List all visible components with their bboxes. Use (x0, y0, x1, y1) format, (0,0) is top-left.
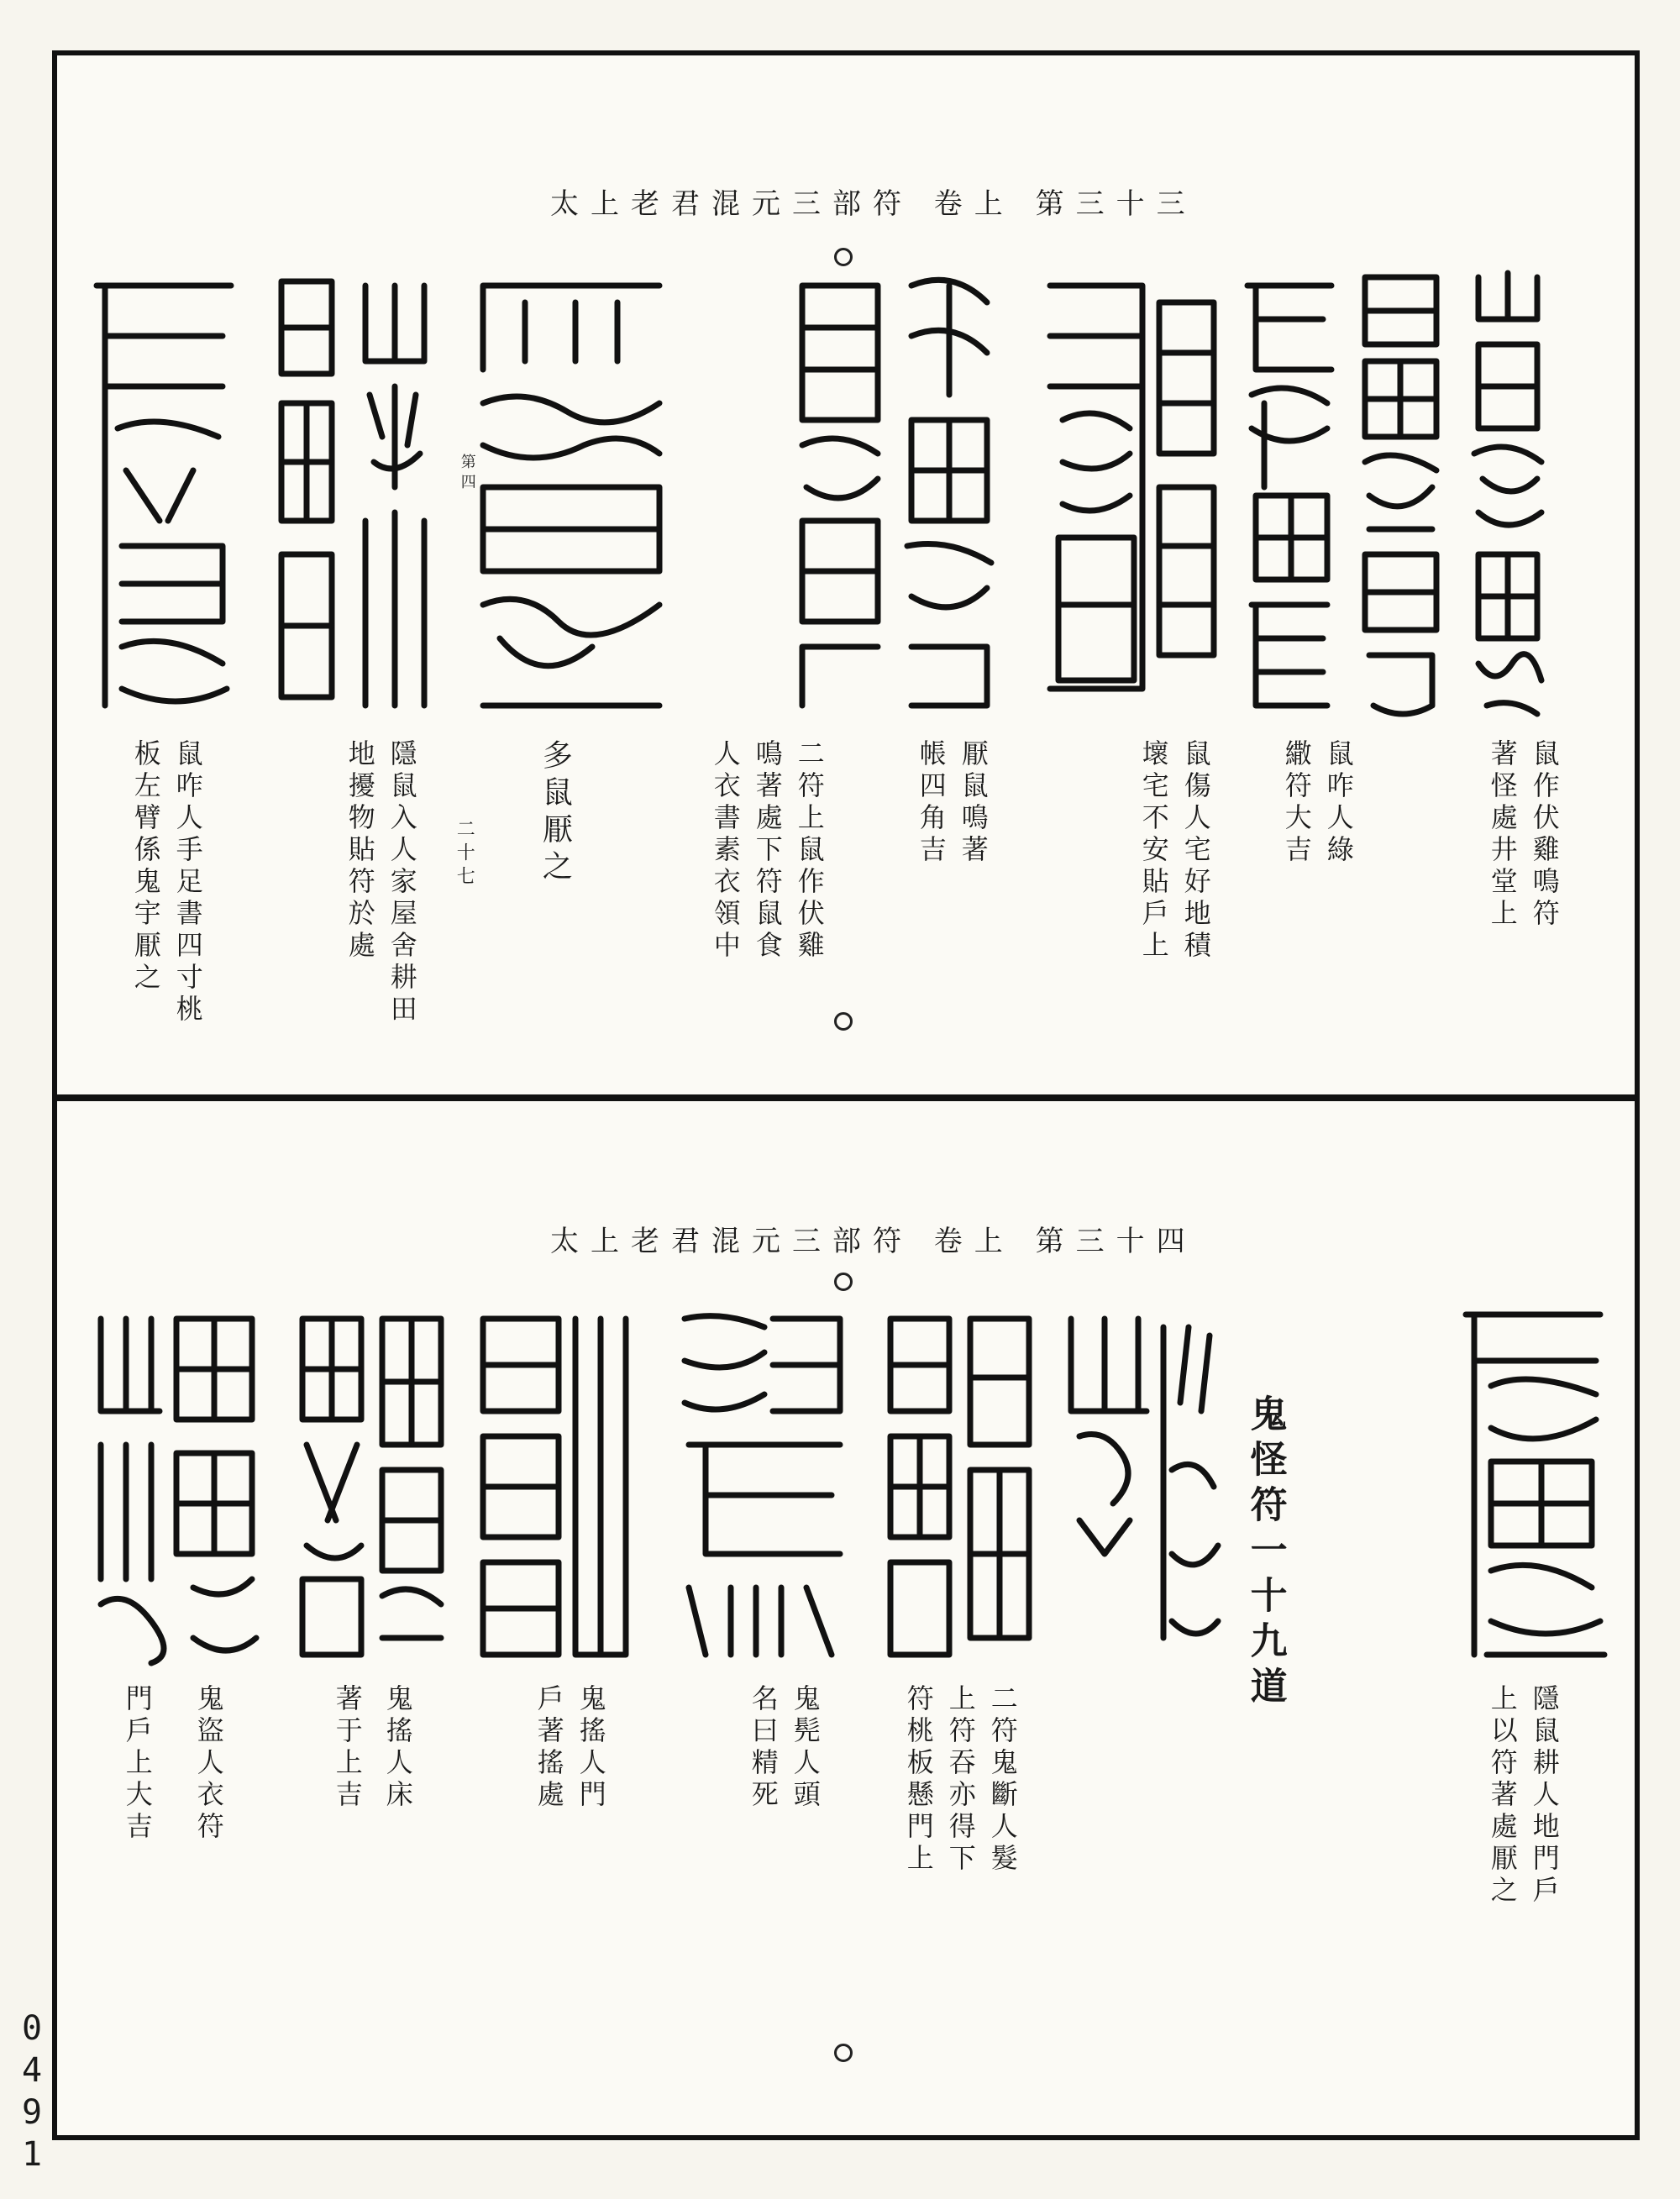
talisman-ghost-shake-bed (286, 1302, 454, 1672)
talisman-rat-bite-hand (84, 269, 244, 722)
talisman-rat-bite (1352, 269, 1449, 722)
talisman-hidden-rat-field (1453, 1302, 1613, 1672)
talisman-sun-stack (273, 269, 340, 722)
talisman-ghost-steal-clothes (84, 1302, 269, 1672)
caption-line: 二符上鼠作伏雞 (793, 739, 826, 963)
caption-line: 鼠作伏雞鳴符 (1528, 739, 1561, 931)
caption-line: 上以符著處厭之 (1486, 1684, 1519, 1908)
talisman-hidden-rat (349, 269, 441, 722)
caption-line: 隱鼠入人家屋舍耕田 (386, 739, 418, 1026)
caption-line: 戶著搖處 (533, 1684, 565, 1812)
leaf-number: 二十七 (454, 819, 475, 890)
talisman-many-rats (466, 269, 676, 722)
caption-line: 名曰精死 (747, 1684, 780, 1812)
page-number (15, 2007, 49, 2175)
caption-line: 門戶上大吉 (121, 1684, 154, 1844)
talisman-ghost-cut-hair (874, 1302, 1042, 1672)
caption-line: 多鼠厭之 (538, 739, 573, 887)
top-running-header: 太上老君混元三部符 卷上 第三十三 (550, 187, 1197, 221)
binding-hole (834, 1012, 853, 1031)
talisman-two-rat-clothes (785, 269, 1004, 722)
caption-line: 壞宅不安貼戶上 (1137, 739, 1170, 963)
section-title: 鬼怪符一十九道 (1243, 1394, 1287, 1712)
caption-line: 鬼搖人門 (575, 1684, 607, 1812)
page-number-digit: 4 (21, 2051, 43, 2090)
binding-hole (834, 1273, 853, 1291)
talisman-ghost-weird (1054, 1302, 1222, 1672)
caption-line: 板左臂係鬼宇厭之 (129, 739, 162, 995)
caption-line: 上符吞亦得下 (944, 1684, 977, 1876)
caption-line: 厭鼠鳴著 (957, 739, 990, 867)
caption-line: 著怪處井堂上 (1486, 739, 1519, 931)
page-number-digit: 0 (21, 2009, 43, 2048)
caption-line: 地擾物貼符於處 (344, 739, 376, 963)
caption-line: 鬼髡人頭 (789, 1684, 822, 1812)
talisman-ghost-shake-door (466, 1302, 634, 1672)
caption-line: 著于上吉 (331, 1684, 364, 1812)
caption-line: 鬼搖人床 (381, 1684, 414, 1812)
caption-line: 鼠咋人綠 (1322, 739, 1355, 867)
binding-hole (834, 248, 853, 266)
panel-divider (52, 1094, 1640, 1101)
caption-line: 隱鼠耕人地門戶 (1528, 1684, 1561, 1908)
caption-line: 帳四角吉 (915, 739, 948, 867)
caption-line: 鳴著處下符鼠食 (751, 739, 784, 963)
caption-line: 二符鬼斷人髮 (986, 1684, 1019, 1876)
bottom-running-header: 太上老君混元三部符 卷上 第三十四 (550, 1225, 1197, 1258)
caption-line: 繖符大吉 (1280, 739, 1313, 867)
binding-hole (834, 2044, 853, 2062)
talisman-house-harm (1239, 269, 1340, 722)
talisman-rat-rooster (1462, 269, 1554, 722)
talisman-rat-crying (1033, 269, 1226, 722)
caption-line: 符桃板懸門上 (902, 1684, 935, 1876)
talisman-ghost-shave (672, 1302, 857, 1672)
caption-line: 鼠傷人宅好地積 (1179, 739, 1212, 963)
caption-line: 鼠咋人手足書四寸桃 (171, 739, 204, 1026)
fold-mark: 第四 (458, 454, 476, 494)
page-number-digit: 1 (21, 2135, 43, 2174)
caption-line: 人衣書素衣領中 (709, 739, 742, 963)
page-number-digit: 9 (21, 2093, 43, 2132)
caption-line: 鬼盜人衣符 (192, 1684, 225, 1844)
